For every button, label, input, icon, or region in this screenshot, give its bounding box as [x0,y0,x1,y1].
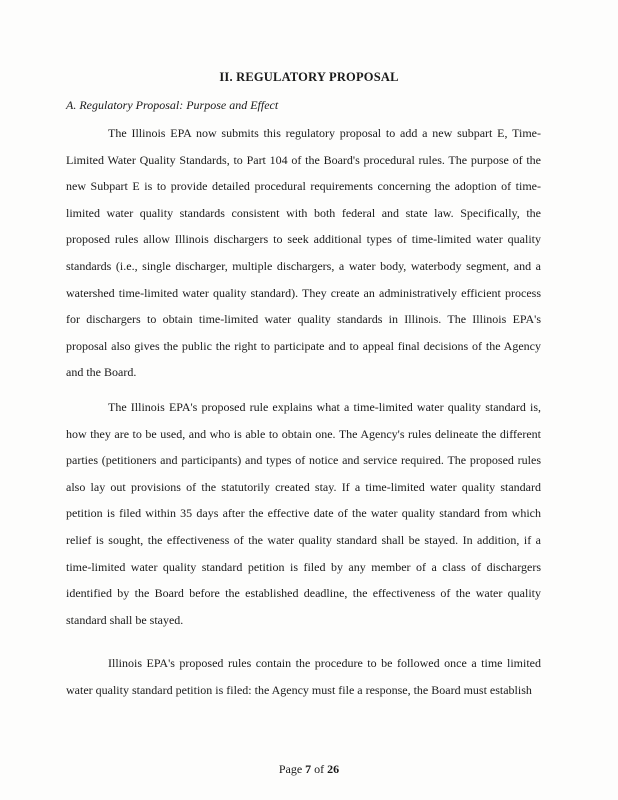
page-total: 26 [327,762,340,776]
page-current: 7 [305,762,312,776]
page-number [0,762,618,777]
page-of-label: of [311,762,328,776]
section-title: II. REGULATORY PROPOSAL [219,70,399,84]
paragraph-1: The Illinois EPA now submits this regulatory proposal to add a new subpart E, Time-Limited Water Quality Standards, to Part 104 of the Board's procedural rules. The purpose of the new Subpart E is to provide detailed procedural requirements concerning the adoption of time-limited water quality standards consistent with both federal and state law. Specifically, the proposed rules allow Illinois dischargers to seek additional types of time-limited water quality standards (i.e., single discharger, multiple dischargers, a water body, waterbody segment, and a watershed time-limited water quality standard). They create an administratively efficient process for dischargers to obtain time-limited water quality standards in Illinois. The Illinois EPA's proposal also gives the public the right to participate and to appeal final decisions of the Agency and the Board. [66,126,541,380]
subheading: A. Regulatory Proposal: Purpose and Effect [66,98,279,112]
page-label: Page [278,762,306,776]
paragraph-2: The Illinois EPA's proposed rule explains what a time-limited water quality standard is, how they are to be used, and who is able to obtain one. The Agency's rules delineate the different parties (petitioners and participants) and types of notice and service required. The proposed rules also lay out provisions of the statutorily created stay. If a time-limited water quality standard petition is filed within 35 days after the effective date of the water quality standard from which relief is sought, the effectiveness of the water quality standard shall be stayed. In addition, if a time-limited water quality standard petition is filed by any member of a class of dischargers identified by the Board before the established deadline, the effectiveness of the water quality standard shall be stayed. [66,400,541,627]
paragraph-3: Illinois EPA's proposed rules contain the procedure to be followed once a time limited water quality standard petition is filed: the Agency must file a response, the Board must establish [66,656,541,697]
